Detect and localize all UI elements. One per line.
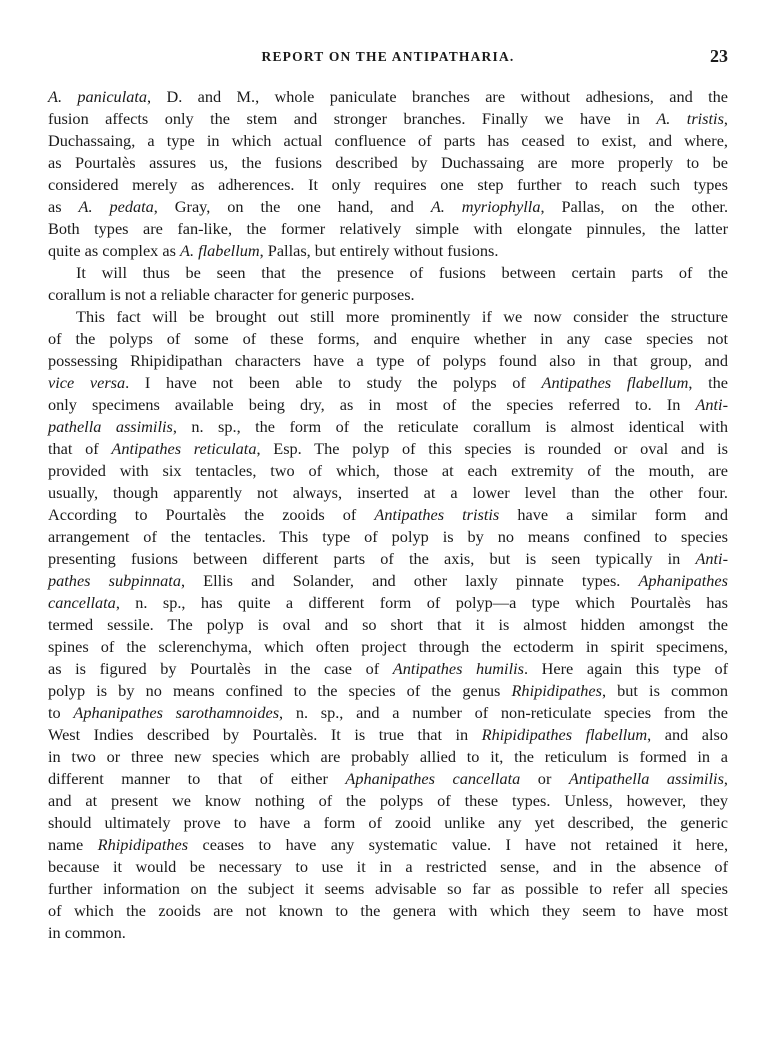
text-segment: , but is common xyxy=(601,681,728,700)
text-line xyxy=(48,240,728,262)
italic-text: A. paniculata xyxy=(48,87,148,106)
text-segment: , and also xyxy=(647,725,728,744)
text-segment: Both types are fan-like, the former relatively simple with elongate pinnules, the latter xyxy=(48,219,728,238)
text-segment: , D. and M., whole paniculate branches are without adhesions, and the xyxy=(147,87,728,106)
text-segment: , n. sp., the form of the reticulate corallum is almost identical with xyxy=(172,417,728,436)
text-line xyxy=(48,812,728,834)
page-header xyxy=(48,46,728,68)
text-segment: termed sessile. The polyp is oval and so short that it is almost hidden amongst the xyxy=(48,615,728,634)
italic-text: pathes subpinnata xyxy=(48,571,181,590)
text-segment: in common. xyxy=(48,923,126,942)
text-line xyxy=(48,768,728,790)
text-line xyxy=(48,658,728,680)
text-line xyxy=(48,746,728,768)
text-segment: that of xyxy=(48,439,112,458)
text-line xyxy=(48,438,728,460)
text-line xyxy=(48,262,728,284)
text-segment: have a similar form and xyxy=(499,505,728,524)
text-segment: possessing Rhipidipathan characters have a type of polyps found also in that group, and xyxy=(48,351,728,370)
text-line xyxy=(48,152,728,174)
italic-text: Rhipidipathes flabellum xyxy=(481,725,648,744)
text-segment: presenting fusions between different parts of the axis, but is seen typically in xyxy=(48,549,696,568)
text-segment: , Pallas, on the other. xyxy=(540,197,729,216)
text-line xyxy=(48,416,728,438)
text-segment: West Indies described by Pourtalès. It is true that in xyxy=(48,725,482,744)
text-segment: , Ellis and Solander, and other laxly pinnate types. xyxy=(180,571,639,590)
text-segment: spines of the sclerenchyma, which often project through the ectoderm in spirit specimens, xyxy=(48,637,728,656)
text-segment: name xyxy=(48,835,98,854)
running-title: REPORT ON THE ANTIPATHARIA. xyxy=(261,49,515,64)
italic-text: pathella assimilis xyxy=(48,417,173,436)
text-line xyxy=(48,130,728,152)
text-segment: . Here again this type of xyxy=(523,659,729,678)
text-line xyxy=(48,724,728,746)
text-line xyxy=(48,900,728,922)
text-line xyxy=(48,460,728,482)
text-segment: , xyxy=(723,109,728,128)
text-segment: fusion affects only the stem and stronger branches. Finally we have in xyxy=(48,109,657,128)
text-line xyxy=(48,394,728,416)
text-line xyxy=(48,372,728,394)
text-line xyxy=(48,218,728,240)
text-segment: considered merely as adherences. It only requires one step further to reach such types xyxy=(48,175,728,194)
text-segment: further information on the subject it seems advisable so far as possible to refer all species xyxy=(48,879,728,898)
text-line xyxy=(48,680,728,702)
italic-text: Antipathella assimilis xyxy=(568,769,724,788)
italic-text: Rhipidipathes xyxy=(97,835,189,854)
text-line xyxy=(48,482,728,504)
text-segment: , Pallas, but entirely without fusions. xyxy=(259,241,499,260)
text-segment: because it would be necessary to use it in a restricted sense, and in the absence of xyxy=(48,857,728,876)
text-segment: It will thus be seen that the presence of fusions between certain parts of the xyxy=(76,263,728,282)
text-segment: According to Pourtalès the zooids of xyxy=(48,505,375,524)
text-segment: , n. sp., has quite a different form of polyp—a type which Pourtalès has xyxy=(115,593,728,612)
text-segment: of the polyps of some of these forms, and enquire whether in any case species not xyxy=(48,329,728,348)
italic-text: Antipathes humilis xyxy=(392,659,524,678)
text-segment: arrangement of the tentacles. This type of polyp is by no means confined to species xyxy=(48,527,728,546)
text-line xyxy=(48,702,728,724)
text-segment: , Gray, on the one hand, and xyxy=(153,197,431,216)
italic-text: Antipathes reticulata xyxy=(111,439,257,458)
italic-text: cancellata xyxy=(48,593,116,612)
text-segment: different manner to that of either xyxy=(48,769,346,788)
italic-text: Antipathes flabellum xyxy=(541,373,689,392)
page-number: 23 xyxy=(710,46,728,66)
text-line xyxy=(48,86,728,108)
text-line xyxy=(48,922,728,944)
text-line xyxy=(48,636,728,658)
text-line xyxy=(48,196,728,218)
text-line xyxy=(48,614,728,636)
text-segment: as is figured by Pourtalès in the case of xyxy=(48,659,393,678)
italic-text: A. myriophylla xyxy=(430,197,541,216)
text-line xyxy=(48,834,728,856)
text-line xyxy=(48,592,728,614)
text-segment: of which the zooids are not known to the genera with which they seem to have most xyxy=(48,901,728,920)
text-segment: , the xyxy=(688,373,728,392)
text-line xyxy=(48,284,728,306)
text-segment: . I have not been able to study the polyps of xyxy=(125,373,542,392)
text-segment: , xyxy=(723,769,728,788)
text-segment: ceases to have any systematic value. I have not retained it here, xyxy=(188,835,729,854)
italic-text: Rhipidipathes xyxy=(511,681,602,700)
body-text xyxy=(48,86,728,944)
italic-text: Anti- xyxy=(695,395,728,414)
text-segment: should ultimately prove to have a form of zooid unlike any yet described, the generic xyxy=(48,813,728,832)
text-line xyxy=(48,306,728,328)
text-segment: to xyxy=(48,703,74,722)
text-segment: quite as complex as xyxy=(48,241,181,260)
text-line xyxy=(48,878,728,900)
text-line xyxy=(48,350,728,372)
text-segment: in two or three new species which are probably allied to it, the reticulum is formed in a xyxy=(48,747,728,766)
italic-text: vice versa xyxy=(48,373,126,392)
text-segment: , n. sp., and a number of non-reticulate species from the xyxy=(279,703,728,722)
text-line xyxy=(48,856,728,878)
text-segment: or xyxy=(520,769,569,788)
italic-text: Antipathes tristis xyxy=(374,505,500,524)
italic-text: A. pedata xyxy=(78,197,154,216)
text-segment: This fact will be brought out still more prominently if we now consider the structure xyxy=(76,307,728,326)
italic-text: Aphanipathes xyxy=(638,571,728,590)
text-segment: Duchassaing, a type in which actual confluence of parts has ceased to exist, and where, xyxy=(48,131,728,150)
text-line xyxy=(48,174,728,196)
text-segment: usually, though apparently not always, inserted at a lower level than the other four. xyxy=(48,483,728,502)
text-line xyxy=(48,108,728,130)
text-segment: polyp is by no means confined to the species of the genus xyxy=(48,681,512,700)
italic-text: Aphanipathes sarothamnoides xyxy=(73,703,280,722)
italic-text: Anti- xyxy=(695,549,728,568)
text-segment: only specimens available being dry, as in most of the species referred to. In xyxy=(48,395,696,414)
text-line xyxy=(48,526,728,548)
text-segment: as Pourtalès assures us, the fusions described by Duchassaing are more properly to be xyxy=(48,153,728,172)
text-line xyxy=(48,328,728,350)
text-segment: provided with six tentacles, two of which, those at each extremity of the mouth, are xyxy=(48,461,728,480)
italic-text: A. tristis xyxy=(656,109,724,128)
text-line xyxy=(48,790,728,812)
italic-text: A. flabellum xyxy=(180,241,260,260)
text-line xyxy=(48,570,728,592)
italic-text: Aphanipathes cancellata xyxy=(345,769,521,788)
text-line xyxy=(48,548,728,570)
text-segment: corallum is not a reliable character for generic purposes. xyxy=(48,285,415,304)
text-line xyxy=(48,504,728,526)
text-segment: and at present we know nothing of the polyps of these types. Unless, however, they xyxy=(48,791,728,810)
text-segment: , Esp. The polyp of this species is rounded or oval and is xyxy=(256,439,728,458)
text-segment: as xyxy=(48,197,79,216)
